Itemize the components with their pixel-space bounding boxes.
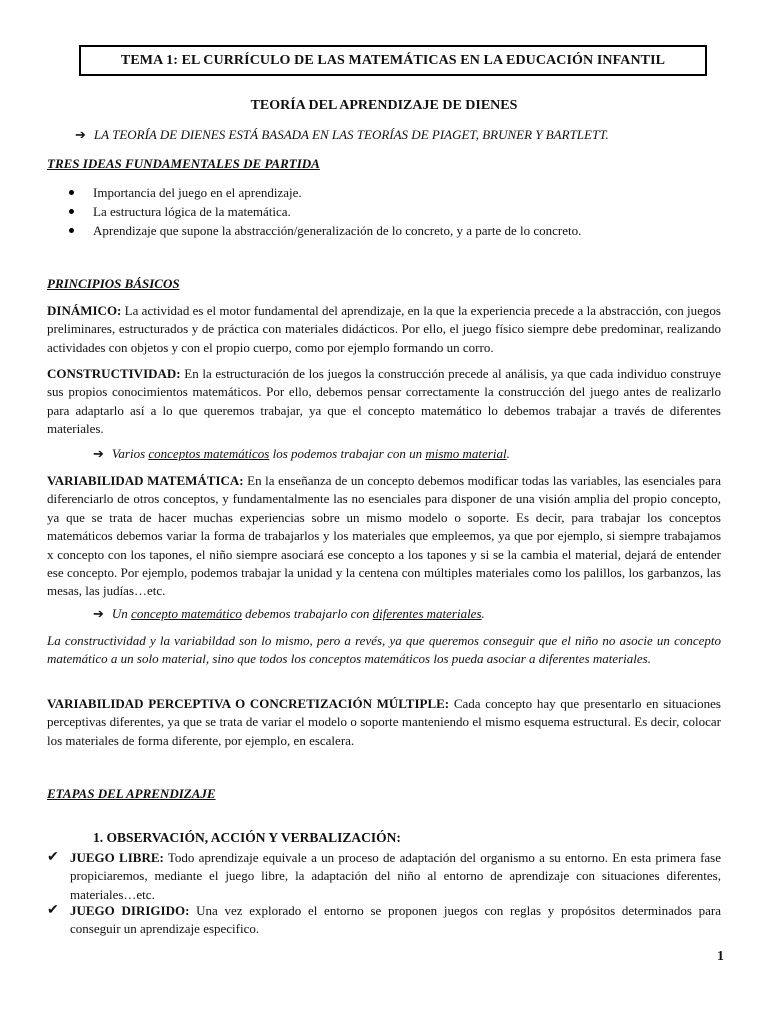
- juego-dirigido-item: [47, 902, 721, 939]
- bullet-icon: [69, 190, 74, 195]
- arrow-right-icon: ➔: [93, 446, 104, 461]
- paragraph-text: En la enseñanza de un concepto debemos modificar todas las variables, las esenciales para diferenciarlo de otros conceptos, y fundamentalmente las no esenciales para disponer de una visión amplia del propio concepto, ya que se trata de hacer muchas experiencias sobre un mismo modelo o soporte. Es decir, para trabajar los conceptos matemáticos debemos variar la forma de trabajarlos y los materiales que empleemos, ya que por ejemplo, si siempre trabajamos x concepto con los tapones, el niño siempre asociará ese concepto a los tapones y si se la cambia el material, dejará de entender ese concepto. Por ejemplo, podemos trabajar la unidad y la centena con múltiples materiales como los palillos, los garbanzos, las mesas, las judías…etc.: [47, 473, 721, 599]
- note-text: los podemos trabajar con un: [269, 446, 426, 461]
- note-underlined: concepto matemático: [131, 606, 242, 621]
- ideas-heading: TRES IDEAS FUNDAMENTALES DE PARTIDA: [47, 156, 320, 171]
- term-label: JUEGO DIRIGIDO:: [70, 903, 190, 918]
- paragraph-text: La actividad es el motor fundamental del aprendizaje, en la que la experiencia precede a la abstracción, con juegos preliminares, estructurados y de práctica con materiales didácticos. Por ello, el juego físico siempre debe predominar, realizando actividades con objetos y con el propio cuerpo, como por ejemplo formando un corro.: [47, 303, 721, 355]
- section-subtitle: TEORÍA DEL APRENDIZAJE DE DIENES: [250, 98, 518, 113]
- page-number: 1: [717, 949, 724, 964]
- note-underlined: diferentes materiales: [372, 606, 482, 621]
- list-item-text: La estructura lógica de la matemática.: [93, 204, 291, 219]
- term-label: VARIABILIDAD MATEMÁTICA:: [47, 473, 244, 488]
- note-varios-conceptos: [93, 446, 510, 462]
- term-label: DINÁMICO:: [47, 303, 122, 318]
- intro-note: [75, 127, 609, 143]
- note-text: .: [506, 446, 510, 461]
- paragraph-variabilidad-matematica: [47, 472, 721, 601]
- bullet-icon: [69, 209, 74, 214]
- note-underlined: mismo material: [425, 446, 507, 461]
- intro-note-text: LA TEORÍA DE DIENES ESTÁ BASADA EN LAS TEORÍAS DE PIAGET, BRUNER Y BARTLETT.: [93, 127, 609, 142]
- list-item-text: Importancia del juego en el aprendizaje.: [93, 185, 302, 200]
- etapas-heading: ETAPAS DEL APRENDIZAJE: [47, 786, 216, 801]
- checkmark-icon: ✔: [47, 850, 59, 865]
- ideas-list: [69, 183, 581, 240]
- paragraph-text: Todo aprendizaje equivale a un proceso de adaptación del organismo a su entorno. En esta primera fase propiciaremos, mediante el juego libre, la adaptación del niño al entorno de aprendizaje con situaciones diferentes, materiales…etc.: [70, 850, 721, 902]
- paragraph-text: Una vez explorado el entorno se proponen juegos con reglas y propósitos determinados para conseguir un aprendizaje especifico.: [70, 903, 721, 937]
- term-label: VARIABILIDAD PERCEPTIVA O CONCRETIZACIÓN MÚLTIPLE:: [47, 696, 450, 711]
- list-item: [69, 202, 581, 221]
- stage-heading: 1. OBSERVACIÓN, ACCIÓN Y VERBALIZACIÓN:: [93, 830, 401, 845]
- note-text: Varios: [111, 446, 149, 461]
- paragraph-text: En la estructuración de los juegos la construcción precede al análisis, ya que cada individuo construye sus propios conocimientos matemáticos. Por ello, debemos pensar correctamente la construcción del juego antes de realizarlo para adaptarlo así a lo que queremos trabajar, ya que el concepto matemático lo debemos trabajar a través de diferentes materiales.: [47, 366, 721, 437]
- list-item: [69, 183, 581, 202]
- term-label: CONSTRUCTIVIDAD:: [47, 366, 181, 381]
- note-underlined: conceptos matemáticos: [148, 446, 270, 461]
- note-un-concepto: [93, 606, 485, 622]
- arrow-right-icon: ➔: [75, 127, 86, 142]
- checkmark-icon: ✔: [47, 903, 59, 918]
- paragraph-italic-summary: La constructividad y la variabildad son lo mismo, pero a revés, ya que queremos conseguir que el niño no asocie un concepto matemático a un solo material, sino que todos los conceptos matemáticos los pueda asociar a diferentes materiales.: [47, 633, 721, 667]
- note-text: Un: [111, 606, 132, 621]
- principios-heading: PRINCIPIOS BÁSICOS: [47, 276, 180, 291]
- list-item-text: Aprendizaje que supone la abstracción/generalización de lo concreto, y a parte de lo concreto.: [93, 223, 582, 238]
- note-text: .: [481, 606, 485, 621]
- bullet-icon: [69, 228, 74, 233]
- paragraph-variabilidad-perceptiva: [47, 695, 721, 750]
- note-text: debemos trabajarlo con: [241, 606, 373, 621]
- paragraph-dinamico: [47, 302, 721, 357]
- juego-libre-item: [47, 849, 721, 904]
- paragraph-constructividad: [47, 365, 721, 439]
- paragraph-text: Cada concepto hay que presentarlo en situaciones perceptivas diferentes, ya que se trata de variar el modelo o soporte manteniendo el mismo esquema estructural. Es decir, colocar los materiales de forma diferente, por ejemplo, en escalera.: [47, 696, 721, 748]
- document-title: TEMA 1: EL CURRÍCULO DE LAS MATEMÁTICAS EN LA EDUCACIÓN INFANTIL: [79, 45, 707, 76]
- arrow-right-icon: ➔: [93, 606, 104, 621]
- term-label: JUEGO LIBRE:: [70, 850, 164, 865]
- list-item: [69, 221, 581, 240]
